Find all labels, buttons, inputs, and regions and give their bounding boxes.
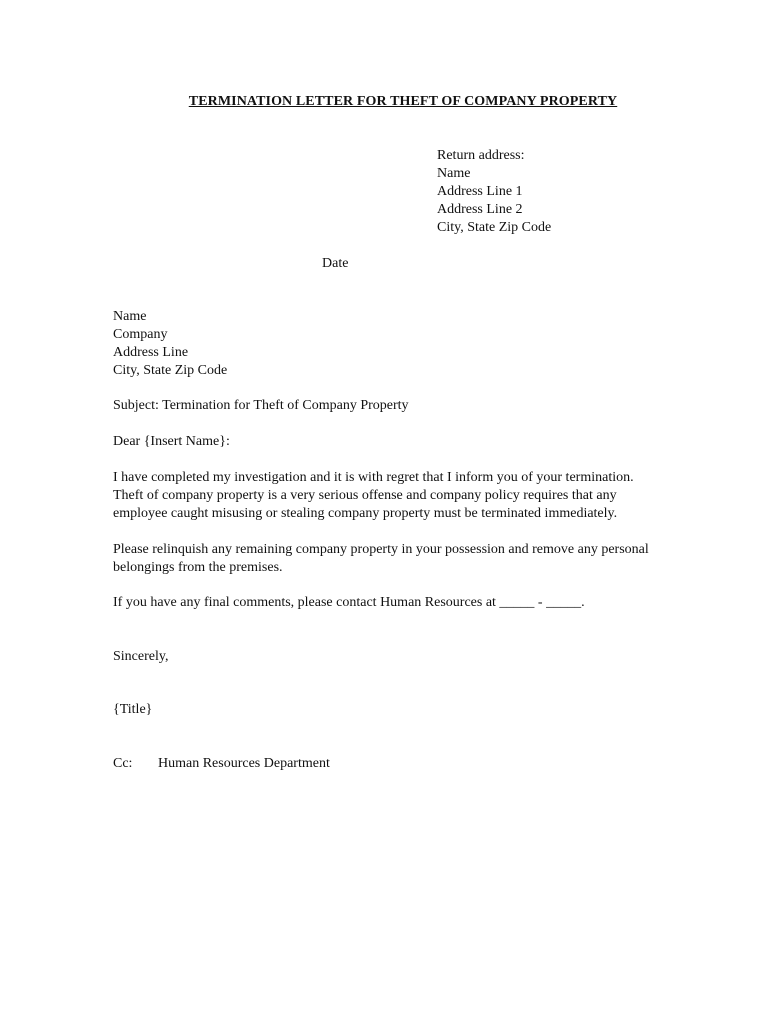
return-address-block bbox=[437, 147, 551, 237]
return-address-line-1: Address Line 1 bbox=[437, 184, 523, 199]
return-address-label: Return address: bbox=[437, 148, 525, 163]
paragraph-1-line: I have completed my investigation and it is with regret that I inform you of your termination. bbox=[113, 470, 634, 485]
paragraph-1 bbox=[113, 469, 634, 523]
recipient-company: Company bbox=[113, 327, 168, 342]
paragraph-2-line: Please relinquish any remaining company property in your possession and remove any personal bbox=[113, 542, 649, 557]
return-address-name: Name bbox=[437, 166, 471, 181]
salutation: Dear {Insert Name}: bbox=[113, 434, 230, 449]
paragraph-3: If you have any final comments, please contact Human Resources at _____ - _____. bbox=[113, 595, 585, 610]
paragraph-2 bbox=[113, 541, 649, 577]
recipient-address-block bbox=[113, 308, 227, 380]
cc-label: Cc: bbox=[113, 756, 133, 771]
paragraph-2-line: belongings from the premises. bbox=[113, 560, 283, 575]
return-address-city-state-zip: City, State Zip Code bbox=[437, 220, 552, 235]
closing: Sincerely, bbox=[113, 649, 169, 664]
letter-date: Date bbox=[322, 256, 349, 271]
cc-value: Human Resources Department bbox=[158, 756, 330, 771]
subject-line: Subject: Termination for Theft of Company Property bbox=[113, 398, 409, 413]
return-address-line-2: Address Line 2 bbox=[437, 202, 523, 217]
signature-title: {Title} bbox=[113, 702, 153, 717]
paragraph-1-line: Theft of company property is a very serious offense and company policy requires that any bbox=[113, 488, 617, 503]
recipient-name: Name bbox=[113, 309, 147, 324]
recipient-city-state-zip: City, State Zip Code bbox=[113, 363, 228, 378]
paragraph-1-line: employee caught misusing or stealing company property must be terminated immediately. bbox=[113, 506, 618, 521]
document-title: TERMINATION LETTER FOR THEFT OF COMPANY PROPERTY bbox=[188, 94, 618, 109]
recipient-address-line: Address Line bbox=[113, 345, 189, 360]
